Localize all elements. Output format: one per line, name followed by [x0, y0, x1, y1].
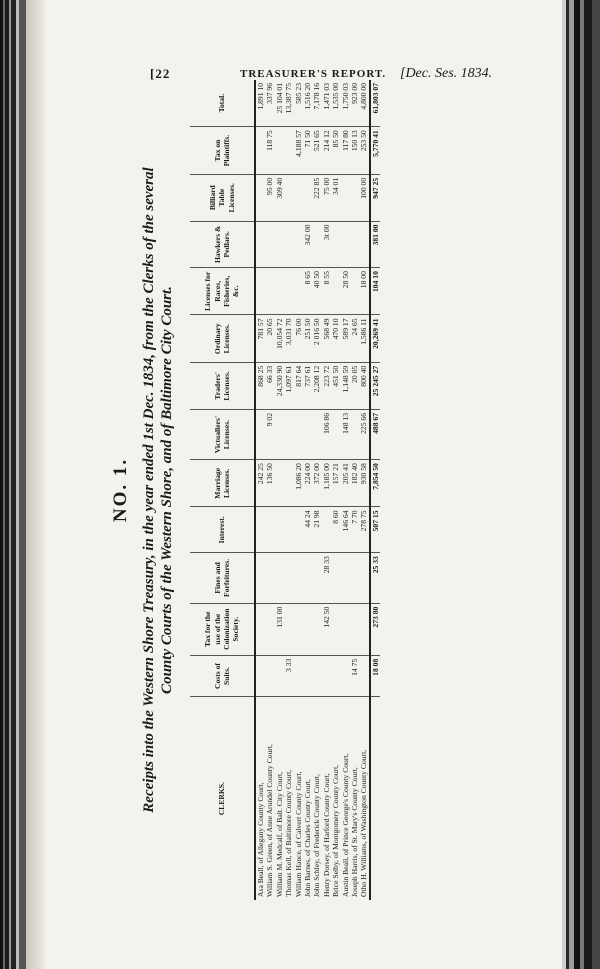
table-cell: 28 50 [341, 268, 350, 315]
table-cell: 182 40 [350, 460, 359, 507]
table-cell: 20 05 [350, 362, 359, 409]
binding-edge-left [0, 0, 26, 969]
table-cell [255, 409, 265, 459]
table-cell: 24 65 [350, 315, 359, 362]
clerk-name: Joseph Harris, of St. Mary's County Court, [350, 767, 360, 897]
table-cell [265, 553, 274, 604]
table-cell [275, 553, 284, 604]
table-cell [275, 460, 284, 507]
table-cell: 34 01 [331, 174, 340, 221]
table-cell [265, 268, 274, 315]
table-cell [303, 655, 312, 697]
table-cell: 25 104 01 [275, 80, 284, 127]
table-cell [341, 221, 350, 268]
total-cell: 20,269 41 [370, 315, 380, 362]
table-cell [284, 174, 293, 221]
table-cell: 131 00 [275, 603, 284, 655]
table-cell: 4,800 00 [359, 80, 369, 127]
table-cell [331, 603, 340, 655]
table-cell: 4,188 57 [294, 127, 303, 175]
table-cell: 222 85 [312, 174, 321, 221]
table-cell [255, 268, 265, 315]
table-cell: 817 64 [294, 362, 303, 409]
table-cell: 224 00 [303, 460, 312, 507]
table-cell [331, 553, 340, 604]
table-cell: 10,054 72 [275, 315, 284, 362]
column-header: Licenses for Races, Fisheries, &c. [190, 268, 255, 315]
table-cell [265, 655, 274, 697]
table-cell: 7 70 [350, 507, 359, 553]
table-cell [275, 507, 284, 553]
table-row [331, 80, 340, 900]
table-cell [350, 409, 359, 459]
table-cell: 8 65 [303, 268, 312, 315]
table-cell: 24,330 90 [275, 362, 284, 409]
table-cell: 1,086 20 [294, 460, 303, 507]
table-cell: 20 65 [265, 315, 274, 362]
title-line-2: County Courts of the Western Shore, and of Baltimore City Court. [159, 286, 175, 694]
table-cell: 451 50 [331, 362, 340, 409]
session-label: [Dec. Ses. 1834. [400, 66, 493, 81]
table-cell [284, 127, 293, 175]
rotated-document-block [110, 80, 490, 900]
table-cell: 2,208 12 [312, 362, 321, 409]
table-cell [359, 655, 369, 697]
table-row [265, 80, 274, 900]
table-cell [331, 409, 340, 459]
clerk-name: John Barnes, of Charles County Court, [303, 779, 313, 897]
column-header: Tax on Plaintiffs. [190, 127, 255, 175]
table-row [303, 80, 312, 900]
column-header: Traders' Licenses. [190, 362, 255, 409]
table-cell: 781 57 [255, 315, 265, 362]
table-cell: 75 00 [322, 174, 331, 221]
table-row [312, 80, 321, 900]
table-cell: 337 96 [265, 80, 274, 127]
column-header: Victuallers' Licenses. [190, 409, 255, 459]
table-cell [322, 655, 331, 697]
table-cell: 278 75 [359, 507, 369, 553]
table-cell: 117 80 [341, 127, 350, 175]
table-cell: 8 60 [331, 507, 340, 553]
table-cell: 225 66 [359, 409, 369, 459]
table-cell: 223 72 [322, 362, 331, 409]
table-cell: 100 00 [359, 174, 369, 221]
total-cell: 507 15 [370, 507, 380, 553]
table-cell: 142 50 [322, 603, 331, 655]
table-row [284, 80, 293, 900]
table-cell: 18 00 [359, 268, 369, 315]
table-cell: 44 24 [303, 507, 312, 553]
table-cell [359, 603, 369, 655]
table-cell: 521 65 [312, 127, 321, 175]
table-cell [255, 655, 265, 697]
table-header-row [190, 80, 255, 900]
total-cell: 5,770 41 [370, 127, 380, 175]
clerk-name: William Hance, of Calvert County Court, [293, 771, 303, 897]
total-cell: 273 80 [370, 603, 380, 655]
running-title: TREASURER'S REPORT. [240, 68, 387, 80]
table-cell [359, 553, 369, 604]
table-cell: 71 50 [303, 127, 312, 175]
column-header: Interest. [190, 507, 255, 553]
table-cell [284, 553, 293, 604]
table-cell: 253 50 [359, 127, 369, 175]
receipts-table [190, 80, 380, 900]
table-cell: 1,535 00 [331, 80, 340, 127]
table-cell: 146 64 [341, 507, 350, 553]
column-header: Marriage Licenses. [190, 460, 255, 507]
table-cell [294, 268, 303, 315]
table-cell [350, 221, 359, 268]
table-cell [350, 268, 359, 315]
table-cell [284, 507, 293, 553]
table-cell: 7,178 16 [312, 80, 321, 127]
table-cell [255, 553, 265, 604]
document-number: NO. 1. [110, 457, 131, 523]
table-cell [341, 174, 350, 221]
table-cell: 1,516 20 [303, 80, 312, 127]
table-cell [255, 127, 265, 175]
title-line-1: Receipts into the Western Shore Treasury, in the year ended 1st Dec. 1834, from the Clerks of the several [141, 167, 157, 813]
table-cell: 3,031 70 [284, 315, 293, 362]
clerks-header: CLERKS. [190, 697, 255, 900]
total-cell: 18 08 [370, 655, 380, 697]
table-cell [312, 603, 321, 655]
column-header: Ordinary Licenses. [190, 315, 255, 362]
clerk-name: Brice Selby, of Montgomery County Court, [331, 764, 341, 897]
column-header: Tax for the use of the Colonization Society. [190, 603, 255, 655]
table-row [294, 80, 303, 900]
table-cell [303, 603, 312, 655]
table-cell: 148 13 [341, 409, 350, 459]
table-cell: 2 016 50 [312, 315, 321, 362]
table-cell: 157 21 [331, 460, 340, 507]
column-header: Billiard Table Licenses. [190, 174, 255, 221]
table-cell: 214 12 [322, 127, 331, 175]
table-body [255, 80, 380, 900]
table-cell [284, 460, 293, 507]
clerk-name: Asa Beall, of Allegany County Court, [256, 782, 265, 897]
table-row [255, 80, 265, 900]
table-cell [275, 655, 284, 697]
table-cell [284, 603, 293, 655]
total-cell: 947 25 [370, 174, 380, 221]
table-cell [255, 507, 265, 553]
clerk-name: Thomas Kell, of Baltimore County Court, [284, 769, 294, 897]
table-cell [255, 603, 265, 655]
table-cell [331, 655, 340, 697]
table-cell: 242 25 [255, 460, 265, 507]
table-cell: 1,750 03 [341, 80, 350, 127]
total-cell: 7,854 50 [370, 460, 380, 507]
table-cell [350, 603, 359, 655]
table-cell [284, 221, 293, 268]
table-cell: 85 50 [331, 127, 340, 175]
table-cell [265, 221, 274, 268]
table-cell: 1,586 11 [359, 315, 369, 362]
table-cell [350, 553, 359, 604]
document-title [140, 80, 176, 900]
table-cell [331, 221, 340, 268]
table-cell: 13,387 75 [284, 80, 293, 127]
totals-label-cell [370, 697, 380, 900]
table-cell: 28 33 [322, 553, 331, 604]
table-cell: 342 00 [303, 221, 312, 268]
table-cell [359, 221, 369, 268]
table-cell: 118 75 [265, 127, 274, 175]
table-cell: 585 23 [294, 80, 303, 127]
table-cell [303, 553, 312, 604]
table-cell: 150 13 [350, 127, 359, 175]
table-cell: 3 33 [284, 655, 293, 697]
clerk-name: William S. Green, of Anne Arundel County Court, [265, 744, 275, 897]
table-row [341, 80, 350, 900]
table-cell: 800 40 [359, 362, 369, 409]
table-cell: 66 33 [265, 362, 274, 409]
table-cell [275, 268, 284, 315]
column-header: Fines and Forfeitures. [190, 553, 255, 604]
column-header: Costs of Suits. [190, 655, 255, 697]
table-cell [255, 221, 265, 268]
table-cell: 8 55 [322, 268, 331, 315]
table-cell [303, 409, 312, 459]
table-cell: 868 25 [255, 362, 265, 409]
table-cell [294, 553, 303, 604]
table-cell [265, 507, 274, 553]
table-cell [312, 655, 321, 697]
totals-row [370, 80, 380, 900]
table-row [350, 80, 359, 900]
table-cell: 923 00 [350, 80, 359, 127]
table-cell: 470 10 [331, 315, 340, 362]
clerk-name: Henry Dorsey, of Harford County Court, [321, 773, 331, 897]
total-cell: 61,803 07 [370, 80, 380, 127]
table-cell [303, 174, 312, 221]
table-cell [322, 507, 331, 553]
table-cell [350, 174, 359, 221]
table-cell [312, 553, 321, 604]
table-cell [255, 174, 265, 221]
table-cell [294, 174, 303, 221]
table-cell: 737 61 [303, 362, 312, 409]
total-cell: 25 33 [370, 553, 380, 604]
total-cell: 25 245 27 [370, 362, 380, 409]
table-cell: 205 41 [341, 460, 350, 507]
table-cell: 372 00 [312, 460, 321, 507]
table-cell: 95 00 [265, 174, 274, 221]
table-cell: 21 98 [312, 507, 321, 553]
table-cell [294, 603, 303, 655]
table-cell [312, 221, 321, 268]
table-cell: 106 86 [322, 409, 331, 459]
table-cell [341, 553, 350, 604]
clerk-name: Otho H. Williams, of Washington County Court, [359, 749, 369, 897]
table-cell: 1,471 03 [322, 80, 331, 127]
table-cell: 309 40 [275, 174, 284, 221]
table-row [359, 80, 369, 900]
table-cell [294, 507, 303, 553]
table-row [275, 80, 284, 900]
table-cell [341, 603, 350, 655]
table-cell: 3t 00 [322, 221, 331, 268]
table-cell: 136 50 [265, 460, 274, 507]
column-header: Total. [190, 80, 255, 127]
table-cell [284, 268, 293, 315]
table-cell [341, 655, 350, 697]
table-cell [294, 409, 303, 459]
table-cell: 930 58 [359, 460, 369, 507]
column-header: Hawkers & Pedlars. [190, 221, 255, 268]
clerk-name: John Schley, of Frederick County Court, [312, 774, 322, 897]
table-cell [275, 221, 284, 268]
total-cell: 488 67 [370, 409, 380, 459]
page-number: [22 [150, 66, 171, 81]
page-gutter [26, 0, 46, 969]
table-cell [294, 221, 303, 268]
table-cell: 9 02 [265, 409, 274, 459]
table-cell: 1,185 00 [322, 460, 331, 507]
table-row [322, 80, 331, 900]
table-cell: 1,891 10 [255, 80, 265, 127]
table-cell: 40 50 [312, 268, 321, 315]
table-cell [284, 409, 293, 459]
table-cell [275, 127, 284, 175]
clerk-name: Austin Beall, of Prince George's County Court, [340, 753, 350, 897]
table-cell: 76 00 [294, 315, 303, 362]
clerk-name: William M. Medcalf, of Balt. City Court, [274, 772, 284, 897]
binding-edge-right [562, 0, 600, 969]
table-cell [312, 409, 321, 459]
total-cell: 381 00 [370, 221, 380, 268]
table-cell: 1,097 61 [284, 362, 293, 409]
table-cell [265, 603, 274, 655]
table-cell [294, 655, 303, 697]
table-cell: 251 50 [303, 315, 312, 362]
total-cell: 104 10 [370, 268, 380, 315]
table-cell [275, 409, 284, 459]
table-cell [331, 268, 340, 315]
table-cell: 14 75 [350, 655, 359, 697]
table-cell: 1,148 59 [341, 362, 350, 409]
table-cell: 568 49 [322, 315, 331, 362]
table-cell: 589 17 [341, 315, 350, 362]
